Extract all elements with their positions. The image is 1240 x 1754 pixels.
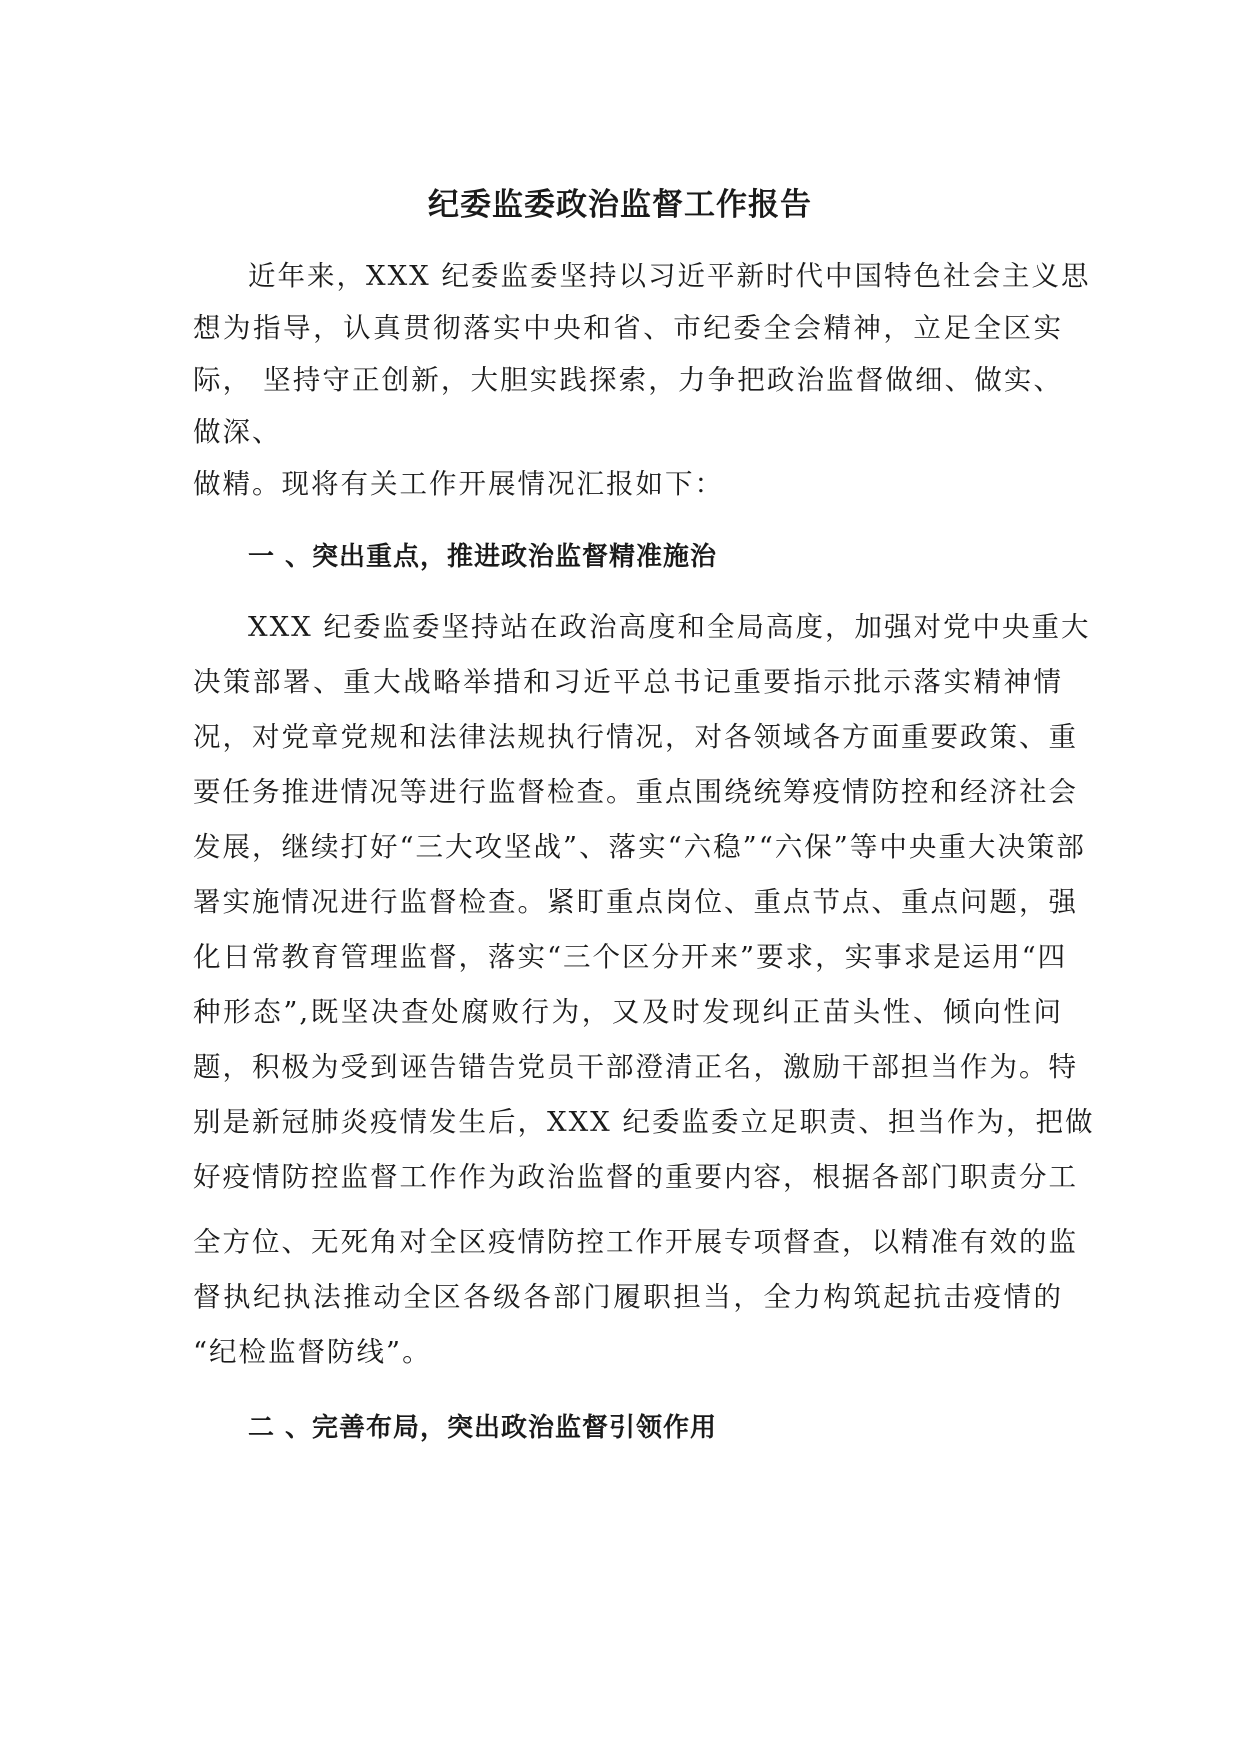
section-1-line: 题，积极为受到诬告错告党员干部澄清正名，激励干部担当作为。特 (193, 1051, 1078, 1083)
section-1-line: 况，对党章党规和法律法规执行情况，对各领域各方面重要政策、重 (193, 721, 1078, 753)
section-1-line: 全方位、无死角对全区疫情防控工作开展专项督查，以精准有效的监 (193, 1226, 1078, 1258)
section-1-line: 发展，继续打好“三大攻坚战”、落实“六稳”“六保”等中央重大决策部 (193, 831, 1086, 863)
section-1-line: XXX 纪委监委坚持站在政治高度和全局高度，加强对党中央重大 (248, 611, 1091, 643)
section-1-line: 化日常教育管理监督，落实“三个区分开来”要求，实事求是运用“四 (193, 941, 1068, 973)
intro-line-3: 际， 坚持守正创新，大胆实践探索，力争把政治监督做细、做实、 (193, 364, 1063, 396)
document-title: 纪委监委政治监督工作报告 (428, 187, 812, 223)
section-1-line: 好疫情防控监督工作作为政治监督的重要内容，根据各部门职责分工 (193, 1161, 1078, 1193)
section-1-line: 署实施情况进行监督检查。紧盯重点岗位、重点节点、重点问题，强 (193, 886, 1078, 918)
section-1-line: “纪检监督防线”。 (193, 1336, 432, 1368)
intro-line-5: 做精。现将有关工作开展情况汇报如下： (193, 468, 724, 500)
intro-line-1: 近年来，XXX 纪委监委坚持以习近平新时代中国特色社会主义思 (248, 260, 1091, 292)
section-1-heading: 一 、突出重点，推进政治监督精准施治 (248, 542, 718, 572)
intro-line-2: 想为指导，认真贯彻落实中央和省、市纪委全会精神，立足全区实 (193, 312, 1063, 344)
intro-line-4: 做深、 (193, 416, 282, 448)
section-1-line: 要任务推进情况等进行监督检查。重点围绕统筹疫情防控和经济社会 (193, 776, 1078, 808)
section-2-heading: 二 、完善布局，突出政治监督引领作用 (248, 1413, 718, 1443)
section-1-line: 种形态”,既坚决查处腐败行为，又及时发现纠正苗头性、倾向性问 (193, 996, 1063, 1028)
section-1-line: 别是新冠肺炎疫情发生后，XXX 纪委监委立足职责、担当作为，把做 (193, 1106, 1095, 1138)
section-1-line: 决策部署、重大战略举措和习近平总书记重要指示批示落实精神情 (193, 666, 1063, 698)
section-1-line: 督执纪执法推动全区各级各部门履职担当，全力构筑起抗击疫情的 (193, 1281, 1063, 1313)
